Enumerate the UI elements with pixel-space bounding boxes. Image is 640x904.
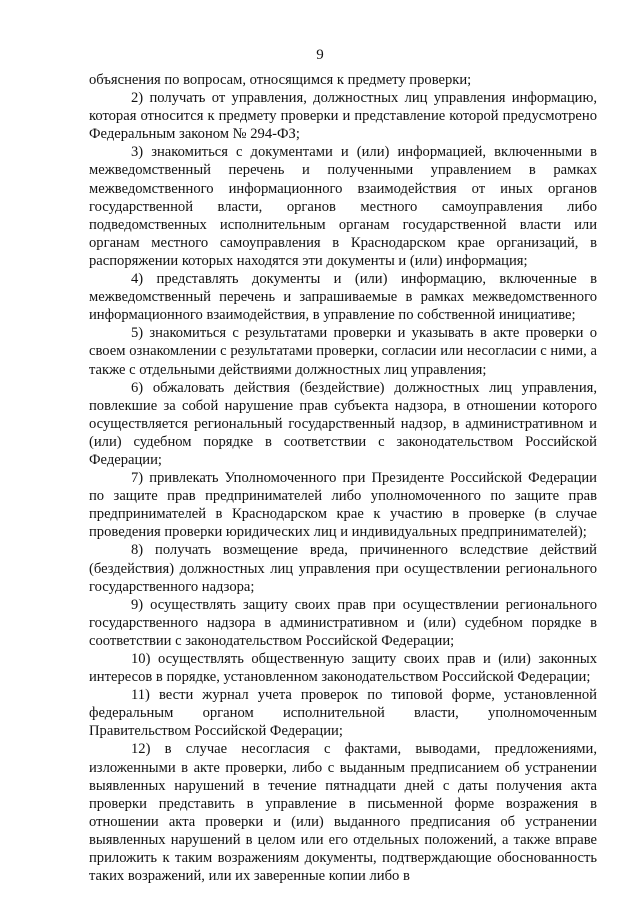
paragraph-item-2: 2) получать от управления, должностных лиц управления информацию, которая относится к предмету проверки и представление которой предусмотрено Федеральным законом № 294-ФЗ; bbox=[89, 90, 597, 143]
paragraph-item-7: 7) привлекать Уполномоченного при Президенте Российской Федерации по защите прав предпринимателей либо уполномоченного по защите прав предпринимателей в Краснодарском крае к участию в проверке (в случае проведения проверки юридических лиц и индивидуальных предпринимателей); bbox=[89, 470, 597, 541]
paragraph-item-4: 4) представлять документы и (или) информацию, включенные в межведомственный перечень и запрашиваемые в рамках межведомственного информационного взаимодействия, в управление по собственной инициативе; bbox=[89, 271, 597, 324]
paragraph-item-3: 3) знакомиться с документами и (или) информацией, включенными в межведомственный перечень и полученными управлением в рамках межведомственного информационного взаимодействия от иных органов государственной власти, органов местного самоуправления либо подведомственных исполнительным органам государственной власти или органам местного самоуправления в Краснодарском крае организаций, в распоряжении которых находятся эти документы и (или) информация; bbox=[89, 144, 597, 269]
document-body bbox=[89, 71, 597, 885]
paragraph-item-11: 11) вести журнал учета проверок по типовой форме, установленной федеральным органом исполнительной власти, уполномоченным Правительством Российской Федерации; bbox=[89, 687, 597, 740]
paragraph-continuation: объяснения по вопросам, относящимся к предмету проверки; bbox=[89, 72, 472, 88]
paragraph-item-5: 5) знакомиться с результатами проверки и указывать в акте проверки о своем ознакомлении с результатами проверки, согласии или несогласии с ними, а также с отдельными действиями должностных лиц управления; bbox=[89, 325, 597, 378]
paragraph-item-6: 6) обжаловать действия (бездействие) должностных лиц управления, повлекшие за собой нарушение прав субъекта надзора, в отношении которого осуществляется региональный государственный надзор, в административном и (или) судебном порядке в соответствии с законодательством Российской Федерации; bbox=[89, 379, 597, 468]
paragraph-item-10: 10) осуществлять общественную защиту своих прав и (или) законных интересов в порядке, установленном законодательством Российской Федерации; bbox=[89, 651, 597, 686]
paragraph-item-9: 9) осуществлять защиту своих прав при осуществлении регионального государственного надзора в административном и (или) судебном порядке в соответствии с законодательством Российской Федерации; bbox=[89, 596, 597, 649]
page-number: 9 bbox=[316, 47, 324, 63]
paragraph-item-12: 12) в случае несогласия с фактами, выводами, предложениями, изложенными в акте проверки, либо с выданным предписанием об устранении выявленных нарушений в течение пятнадцати дней с даты получения акта проверки представить в управление в письменной форме возражения в отношении акта проверки и (или) выданного предписания об устранении выявленных нарушений в целом или его отдельных положений, а также вправе приложить к таким возражениям документы, подтверждающие обоснованность таких возражений, или их заверенные копии либо в bbox=[89, 741, 597, 885]
paragraph-item-8: 8) получать возмещение вреда, причиненного вследствие действий (бездействия) должностных лиц управления при осуществлении регионального государственного надзора; bbox=[89, 542, 597, 595]
